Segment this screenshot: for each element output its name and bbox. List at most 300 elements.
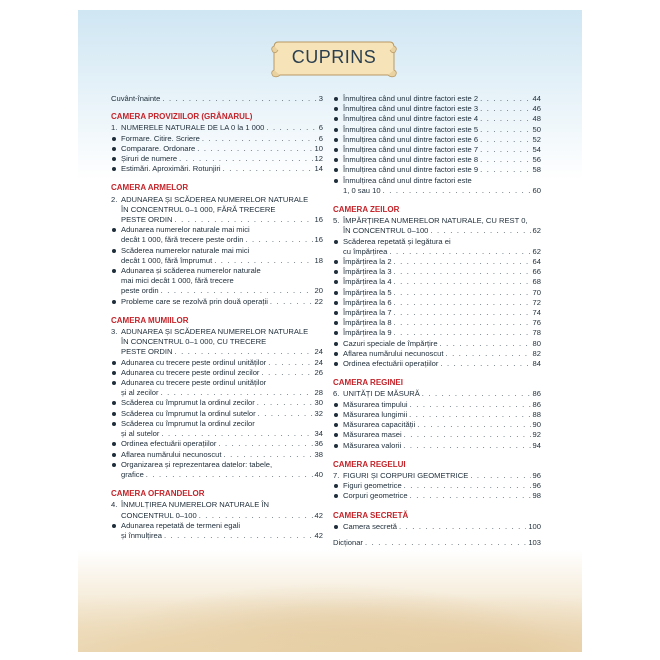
toc-bullet-entry bbox=[111, 164, 323, 174]
leader-dots bbox=[394, 267, 531, 277]
toc-line-last bbox=[343, 522, 541, 532]
toc-line-last bbox=[343, 471, 541, 481]
page-number: 64 bbox=[532, 257, 541, 267]
leader-dots bbox=[445, 349, 530, 359]
leader-dots bbox=[409, 410, 530, 420]
toc-bullet-entry bbox=[111, 154, 323, 164]
page-number: 50 bbox=[532, 124, 541, 134]
chapter-number: 1. bbox=[111, 123, 118, 133]
toc-line-last bbox=[121, 286, 323, 296]
chapter-entry bbox=[111, 195, 323, 226]
page-number: 80 bbox=[532, 338, 541, 348]
toc-line-last bbox=[343, 481, 541, 491]
toc-line-last bbox=[121, 347, 323, 357]
page-number: 96 bbox=[532, 481, 541, 491]
toc-line: Adunarea cu trecere peste ordinul unităților bbox=[121, 357, 267, 367]
page-number: 98 bbox=[532, 491, 541, 501]
toc-bullet-entry bbox=[333, 481, 541, 491]
leader-dots bbox=[394, 277, 531, 287]
leader-dots bbox=[270, 297, 313, 307]
title-banner bbox=[270, 36, 398, 80]
toc-line: Adunarea și scăderea numerelor naturale bbox=[121, 266, 261, 276]
toc-line: Șiruri de numere bbox=[121, 154, 178, 164]
toc-line: Camera secretă bbox=[343, 521, 398, 531]
chapter-entry bbox=[333, 471, 541, 481]
toc-line-last bbox=[343, 125, 541, 135]
toc-bullet-entry bbox=[111, 266, 323, 297]
leader-dots bbox=[480, 125, 530, 135]
leader-dots bbox=[480, 165, 530, 175]
chapter-entry bbox=[333, 216, 541, 236]
toc-entry bbox=[333, 538, 541, 548]
leader-dots bbox=[394, 308, 531, 318]
toc-bullet-entry bbox=[333, 522, 541, 532]
toc-bullet-entry bbox=[333, 441, 541, 451]
page-number: 6 bbox=[318, 123, 323, 133]
toc-line: PESTE ORDIN bbox=[121, 347, 173, 357]
toc-bullet-entry bbox=[333, 277, 541, 287]
toc-line: Împărțirea la 9 bbox=[343, 328, 392, 338]
toc-line: peste ordin bbox=[121, 286, 159, 296]
toc-line: FIGURI ȘI CORPURI GEOMETRICE bbox=[343, 470, 469, 480]
toc-bullet-entry bbox=[333, 359, 541, 369]
toc-bullet-entry bbox=[333, 145, 541, 155]
toc-line-last bbox=[121, 398, 323, 408]
chapter-number: 6. bbox=[333, 389, 340, 399]
toc-line: Cazuri speciale de împărțire bbox=[343, 338, 438, 348]
page-number: 28 bbox=[314, 388, 323, 398]
toc-line: Comparare. Ordonare bbox=[121, 143, 196, 153]
toc-line-last bbox=[121, 511, 323, 521]
toc-bullet-entry bbox=[111, 439, 323, 449]
section-heading: CAMERA REGELUI bbox=[333, 459, 406, 469]
leader-dots bbox=[480, 114, 530, 124]
toc-page bbox=[78, 10, 582, 652]
toc-bullet-entry bbox=[333, 420, 541, 430]
page-number: 58 bbox=[532, 165, 541, 175]
toc-line: ÎN CONCENTRUL 0–1 000, CU TRECERE bbox=[121, 337, 267, 347]
page-number: 24 bbox=[314, 357, 323, 367]
leader-dots bbox=[146, 470, 313, 480]
leader-dots bbox=[383, 186, 531, 196]
page-number: 48 bbox=[532, 114, 541, 124]
chapter-number: 2. bbox=[111, 194, 118, 204]
leader-dots bbox=[223, 450, 312, 460]
chapter-entry bbox=[111, 123, 323, 133]
toc-line: Corpuri geometrice bbox=[343, 491, 408, 501]
page-number: 12 bbox=[314, 154, 323, 164]
toc-line: Aflarea numărului necunoscut bbox=[343, 348, 444, 358]
leader-dots bbox=[410, 400, 531, 410]
page-number: 88 bbox=[532, 409, 541, 419]
page-number: 18 bbox=[314, 255, 323, 265]
page-number: 36 bbox=[314, 439, 323, 449]
toc-bullet-entry bbox=[111, 246, 323, 266]
page-number: 96 bbox=[532, 470, 541, 480]
leader-dots bbox=[162, 94, 316, 104]
toc-line: NUMERELE NATURALE DE LA 0 la 1 000 bbox=[121, 123, 265, 133]
section-heading: CAMERA ZEILOR bbox=[333, 205, 400, 215]
toc-bullet-entry bbox=[333, 237, 541, 257]
toc-line-last bbox=[343, 135, 541, 145]
toc-line: Estimări. Aproximări. Rotunjiri bbox=[121, 164, 221, 174]
page-number: 32 bbox=[314, 408, 323, 418]
page-number: 76 bbox=[532, 318, 541, 328]
leader-dots bbox=[179, 154, 312, 164]
page-number: 6 bbox=[318, 133, 323, 143]
toc-line-last bbox=[343, 94, 541, 104]
page-number: 86 bbox=[532, 389, 541, 399]
page-number: 94 bbox=[532, 440, 541, 450]
toc-line: Organizarea și reprezentarea datelor: tabele, bbox=[121, 459, 273, 469]
page-number: 92 bbox=[532, 430, 541, 440]
leader-dots bbox=[480, 104, 530, 114]
leader-dots bbox=[404, 430, 531, 440]
page-number: 103 bbox=[528, 537, 541, 547]
toc-line: mai mici decât 1 000, fără trecere bbox=[121, 276, 234, 286]
toc-line-last bbox=[343, 165, 541, 175]
page-number: 34 bbox=[314, 429, 323, 439]
page-number: 66 bbox=[532, 267, 541, 277]
toc-line-last bbox=[121, 439, 323, 449]
leader-dots bbox=[245, 235, 312, 245]
toc-line: Înmulțirea când unul dintre factori este bbox=[343, 175, 472, 185]
leader-dots bbox=[214, 256, 312, 266]
toc-line: Înmulțirea când unul dintre factori este 5 bbox=[343, 124, 479, 134]
page-number: 42 bbox=[314, 530, 323, 540]
toc-line-last bbox=[343, 114, 541, 124]
toc-line: Adunarea repetată de termeni egali bbox=[121, 520, 241, 530]
toc-bullet-entry bbox=[333, 288, 541, 298]
leader-dots bbox=[164, 531, 313, 541]
toc-line: decât 1 000, fără trecere peste ordin bbox=[121, 235, 244, 245]
toc-bullet-entry bbox=[333, 165, 541, 175]
page-number: 82 bbox=[532, 348, 541, 358]
toc-line: grafice bbox=[121, 469, 144, 479]
chapter-entry bbox=[111, 327, 323, 358]
toc-line: și al sutelor bbox=[121, 429, 160, 439]
page-number: 84 bbox=[532, 359, 541, 369]
sand-decoration bbox=[78, 582, 582, 652]
chapter-number: 5. bbox=[333, 216, 340, 226]
leader-dots bbox=[266, 123, 316, 133]
toc-bullet-entry bbox=[111, 419, 323, 439]
toc-entry-title: Cuvânt-înainte bbox=[111, 94, 161, 103]
leader-dots bbox=[480, 155, 530, 165]
toc-bullet-entry bbox=[333, 339, 541, 349]
page-title: CUPRINS bbox=[291, 47, 377, 67]
leader-dots bbox=[202, 134, 317, 144]
leader-dots bbox=[394, 298, 531, 308]
page-number: 40 bbox=[314, 469, 323, 479]
toc-bullet-entry bbox=[333, 257, 541, 267]
toc-line-last bbox=[121, 123, 323, 133]
leader-dots bbox=[480, 94, 530, 104]
section-heading: CAMERA OFRANDELOR bbox=[111, 489, 205, 499]
toc-line: Măsurarea capacității bbox=[343, 420, 416, 430]
toc-line: și înmulțirea bbox=[121, 530, 162, 540]
toc-line: Adunarea cu trecere peste ordinul zecilor bbox=[121, 367, 260, 377]
toc-line-last bbox=[121, 134, 323, 144]
page-number: 70 bbox=[532, 287, 541, 297]
section-heading: CAMERA SECRETĂ bbox=[333, 510, 409, 520]
page-number: 60 bbox=[532, 185, 541, 195]
toc-column-left bbox=[111, 94, 323, 541]
toc-bullet-entry bbox=[333, 400, 541, 410]
leader-dots bbox=[161, 286, 313, 296]
page-number: 100 bbox=[528, 521, 541, 531]
toc-bullet-entry bbox=[333, 308, 541, 318]
toc-line-last bbox=[343, 277, 541, 287]
page-number: 78 bbox=[532, 328, 541, 338]
page-number: 42 bbox=[314, 510, 323, 520]
toc-bullet-entry bbox=[333, 349, 541, 359]
toc-line: Înmulțirea când unul dintre factori este 2 bbox=[343, 94, 479, 103]
chapter-entry bbox=[333, 389, 541, 399]
chapter-number: 7. bbox=[333, 470, 340, 480]
toc-line: Împărțirea la 2 bbox=[343, 257, 392, 267]
leader-dots bbox=[174, 347, 312, 357]
toc-line: decât 1 000, fără împrumut bbox=[121, 255, 213, 265]
leader-dots bbox=[470, 471, 530, 481]
toc-bullet-entry bbox=[333, 104, 541, 114]
leader-dots bbox=[417, 420, 530, 430]
leader-dots bbox=[430, 226, 530, 236]
leader-dots bbox=[480, 145, 530, 155]
page-number: 30 bbox=[314, 398, 323, 408]
toc-bullet-entry bbox=[333, 114, 541, 124]
page-number: 56 bbox=[532, 155, 541, 165]
toc-line: Împărțirea la 3 bbox=[343, 267, 392, 277]
toc-line: ÎN CONCENTRUL 0–1 000, FĂRĂ TRECERE bbox=[121, 204, 276, 214]
toc-line-last bbox=[121, 154, 323, 164]
toc-line-last bbox=[343, 328, 541, 338]
toc-bullet-entry bbox=[333, 298, 541, 308]
toc-bullet-entry bbox=[111, 368, 323, 378]
toc-line: Figuri geometrice bbox=[343, 481, 402, 491]
toc-line-last bbox=[343, 298, 541, 308]
toc-line-last bbox=[343, 430, 541, 440]
section-heading: CAMERA PROVIZIILOR (GRÂNARUL) bbox=[111, 112, 253, 122]
toc-bullet-entry bbox=[111, 297, 323, 307]
toc-line-last bbox=[343, 349, 541, 359]
toc-line: Scăderea repetată și legătura ei bbox=[343, 236, 451, 246]
toc-line-last bbox=[343, 226, 541, 236]
toc-line: Aflarea numărului necunoscut bbox=[121, 449, 222, 459]
toc-bullet-entry bbox=[333, 328, 541, 338]
toc-line-last bbox=[343, 145, 541, 155]
page-number: 52 bbox=[532, 134, 541, 144]
toc-line-last bbox=[343, 267, 541, 277]
toc-bullet-entry bbox=[111, 398, 323, 408]
leader-dots bbox=[404, 481, 531, 491]
toc-line-last bbox=[343, 155, 541, 165]
chapter-number: 4. bbox=[111, 500, 118, 510]
leader-dots bbox=[480, 135, 530, 145]
leader-dots bbox=[174, 215, 312, 225]
toc-line: și al zecilor bbox=[121, 388, 159, 398]
section-heading: CAMERA ARMELOR bbox=[111, 183, 189, 193]
toc-line: Împărțirea la 4 bbox=[343, 277, 392, 287]
toc-line: Probleme care se rezolvă prin două operații bbox=[121, 296, 268, 306]
toc-line-last bbox=[343, 339, 541, 349]
leader-dots bbox=[223, 164, 313, 174]
toc-line: Măsurarea masei bbox=[343, 430, 402, 440]
leader-dots bbox=[394, 288, 531, 298]
toc-line: ÎMPĂRȚIREA NUMERELOR NATURALE, CU REST 0, bbox=[343, 216, 528, 226]
leader-dots bbox=[403, 441, 530, 451]
toc-line: ADUNAREA ȘI SCĂDEREA NUMERELOR NATURALE bbox=[121, 194, 309, 204]
toc-line: Împărțirea la 5 bbox=[343, 287, 392, 297]
toc-line: 1, 0 sau 10 bbox=[343, 185, 381, 195]
leader-dots bbox=[365, 538, 526, 548]
toc-line-last bbox=[121, 144, 323, 154]
toc-line: Înmulțirea când unul dintre factori este 3 bbox=[343, 104, 479, 114]
toc-line: Înmulțirea când unul dintre factori este 8 bbox=[343, 155, 479, 165]
section-heading: CAMERA REGINEI bbox=[333, 378, 403, 388]
toc-line: Scăderea numerelor naturale mai mici bbox=[121, 245, 250, 255]
toc-line: Adunarea numerelor naturale mai mici bbox=[121, 225, 250, 235]
toc-line-last bbox=[121, 470, 323, 480]
page-number: 86 bbox=[532, 399, 541, 409]
toc-bullet-entry bbox=[111, 460, 323, 480]
chapter-number: 3. bbox=[111, 327, 118, 337]
toc-bullet-entry bbox=[111, 450, 323, 460]
page-number: 22 bbox=[314, 296, 323, 306]
page-number: 24 bbox=[314, 347, 323, 357]
toc-line: Împărțirea la 6 bbox=[343, 297, 392, 307]
chapter-entry bbox=[111, 500, 323, 520]
page-number: 10 bbox=[314, 143, 323, 153]
toc-line-last bbox=[121, 531, 323, 541]
toc-bullet-entry bbox=[111, 225, 323, 245]
toc-line-last bbox=[121, 235, 323, 245]
page-number: 16 bbox=[314, 215, 323, 225]
toc-line: Scăderea cu împrumut la ordinul zecilor bbox=[121, 398, 255, 408]
leader-dots bbox=[268, 358, 312, 368]
toc-line-last bbox=[121, 297, 323, 307]
toc-line: Ordinea efectuării operațiilor bbox=[121, 439, 217, 449]
toc-line: Adunarea cu trecere peste ordinul unităților bbox=[121, 378, 267, 388]
leader-dots bbox=[197, 144, 312, 154]
toc-bullet-entry bbox=[111, 409, 323, 419]
leader-dots bbox=[161, 429, 312, 439]
toc-line: Împărțirea la 7 bbox=[343, 308, 392, 318]
page-number: 74 bbox=[532, 308, 541, 318]
page-number: 68 bbox=[532, 277, 541, 287]
toc-line-last bbox=[121, 388, 323, 398]
toc-entry-title: Dicționar bbox=[333, 537, 363, 547]
page-number: 62 bbox=[532, 226, 541, 236]
leader-dots bbox=[394, 318, 531, 328]
toc-line-last bbox=[121, 409, 323, 419]
leader-dots bbox=[422, 389, 531, 399]
page-number: 26 bbox=[314, 367, 323, 377]
leader-dots bbox=[161, 388, 313, 398]
leader-dots bbox=[199, 511, 313, 521]
page-number: 44 bbox=[532, 94, 541, 103]
toc-line: Măsurarea timpului bbox=[343, 399, 408, 409]
toc-bullet-entry bbox=[333, 410, 541, 420]
toc-bullet-entry bbox=[111, 358, 323, 368]
leader-dots bbox=[410, 491, 531, 501]
toc-line: cu împărțirea bbox=[343, 246, 388, 256]
toc-line: CONCENTRUL 0–100 bbox=[121, 510, 197, 520]
toc-line: PESTE ORDIN bbox=[121, 215, 173, 225]
toc-line-last bbox=[121, 164, 323, 174]
toc-line: Formare. Citire. Scriere bbox=[121, 133, 200, 143]
toc-bullet-entry bbox=[333, 318, 541, 328]
toc-column-right bbox=[333, 94, 541, 548]
page-number: 72 bbox=[532, 297, 541, 307]
toc-bullet-entry bbox=[333, 125, 541, 135]
toc-line-last bbox=[343, 308, 541, 318]
toc-bullet-entry bbox=[111, 378, 323, 398]
toc-line: Împărțirea la 8 bbox=[343, 318, 392, 328]
toc-line-last bbox=[343, 186, 541, 196]
toc-entry bbox=[111, 94, 323, 104]
toc-bullet-entry bbox=[333, 491, 541, 501]
toc-bullet-entry bbox=[333, 430, 541, 440]
toc-bullet-entry bbox=[333, 135, 541, 145]
leader-dots bbox=[440, 339, 531, 349]
toc-line-last bbox=[343, 104, 541, 114]
toc-line-last bbox=[343, 359, 541, 369]
toc-line: Înmulțirea când unul dintre factori este 4 bbox=[343, 114, 479, 124]
toc-line-last bbox=[121, 368, 323, 378]
toc-line: Înmulțirea când unul dintre factori este 7 bbox=[343, 145, 479, 155]
toc-line: Scăderea cu împrumut la ordinul zecilor bbox=[121, 418, 255, 428]
toc-bullet-entry bbox=[111, 134, 323, 144]
toc-line: Măsurarea valorii bbox=[343, 440, 402, 450]
leader-dots bbox=[394, 328, 531, 338]
toc-line-last bbox=[343, 288, 541, 298]
leader-dots bbox=[394, 257, 531, 267]
toc-line: Măsurarea lungimii bbox=[343, 409, 408, 419]
page-number: 3 bbox=[318, 94, 323, 103]
toc-line: ADUNAREA ȘI SCĂDEREA NUMERELOR NATURALE bbox=[121, 327, 309, 337]
toc-line-last bbox=[343, 410, 541, 420]
leader-dots bbox=[399, 522, 526, 532]
toc-line-last bbox=[343, 420, 541, 430]
leader-dots bbox=[258, 409, 313, 419]
toc-bullet-entry bbox=[111, 521, 323, 541]
toc-line: Scăderea cu împrumut la ordinul sutelor bbox=[121, 408, 256, 418]
toc-line-last bbox=[121, 429, 323, 439]
leader-dots bbox=[261, 368, 312, 378]
toc-line-last bbox=[343, 257, 541, 267]
page-number: 20 bbox=[314, 286, 323, 296]
toc-line: Înmulțirea când unul dintre factori este 9 bbox=[343, 165, 479, 175]
toc-bullet-entry bbox=[333, 94, 541, 104]
toc-line-last bbox=[343, 318, 541, 328]
page-number: 62 bbox=[532, 246, 541, 256]
page-number: 54 bbox=[532, 145, 541, 155]
leader-dots bbox=[218, 439, 312, 449]
leader-dots bbox=[257, 398, 313, 408]
toc-line-last bbox=[343, 389, 541, 399]
toc-line: ÎNMULȚIREA NUMERELOR NATURALE ÎN bbox=[121, 500, 269, 510]
toc-line: Ordinea efectuării operațiilor bbox=[343, 359, 439, 369]
toc-bullet-entry bbox=[333, 267, 541, 277]
page-number: 14 bbox=[314, 164, 323, 174]
toc-line-last bbox=[121, 215, 323, 225]
toc-bullet-entry bbox=[333, 155, 541, 165]
toc-line-last bbox=[121, 450, 323, 460]
page-number: 38 bbox=[314, 449, 323, 459]
section-heading: CAMERA MUMIILOR bbox=[111, 315, 189, 325]
page-number: 90 bbox=[532, 420, 541, 430]
